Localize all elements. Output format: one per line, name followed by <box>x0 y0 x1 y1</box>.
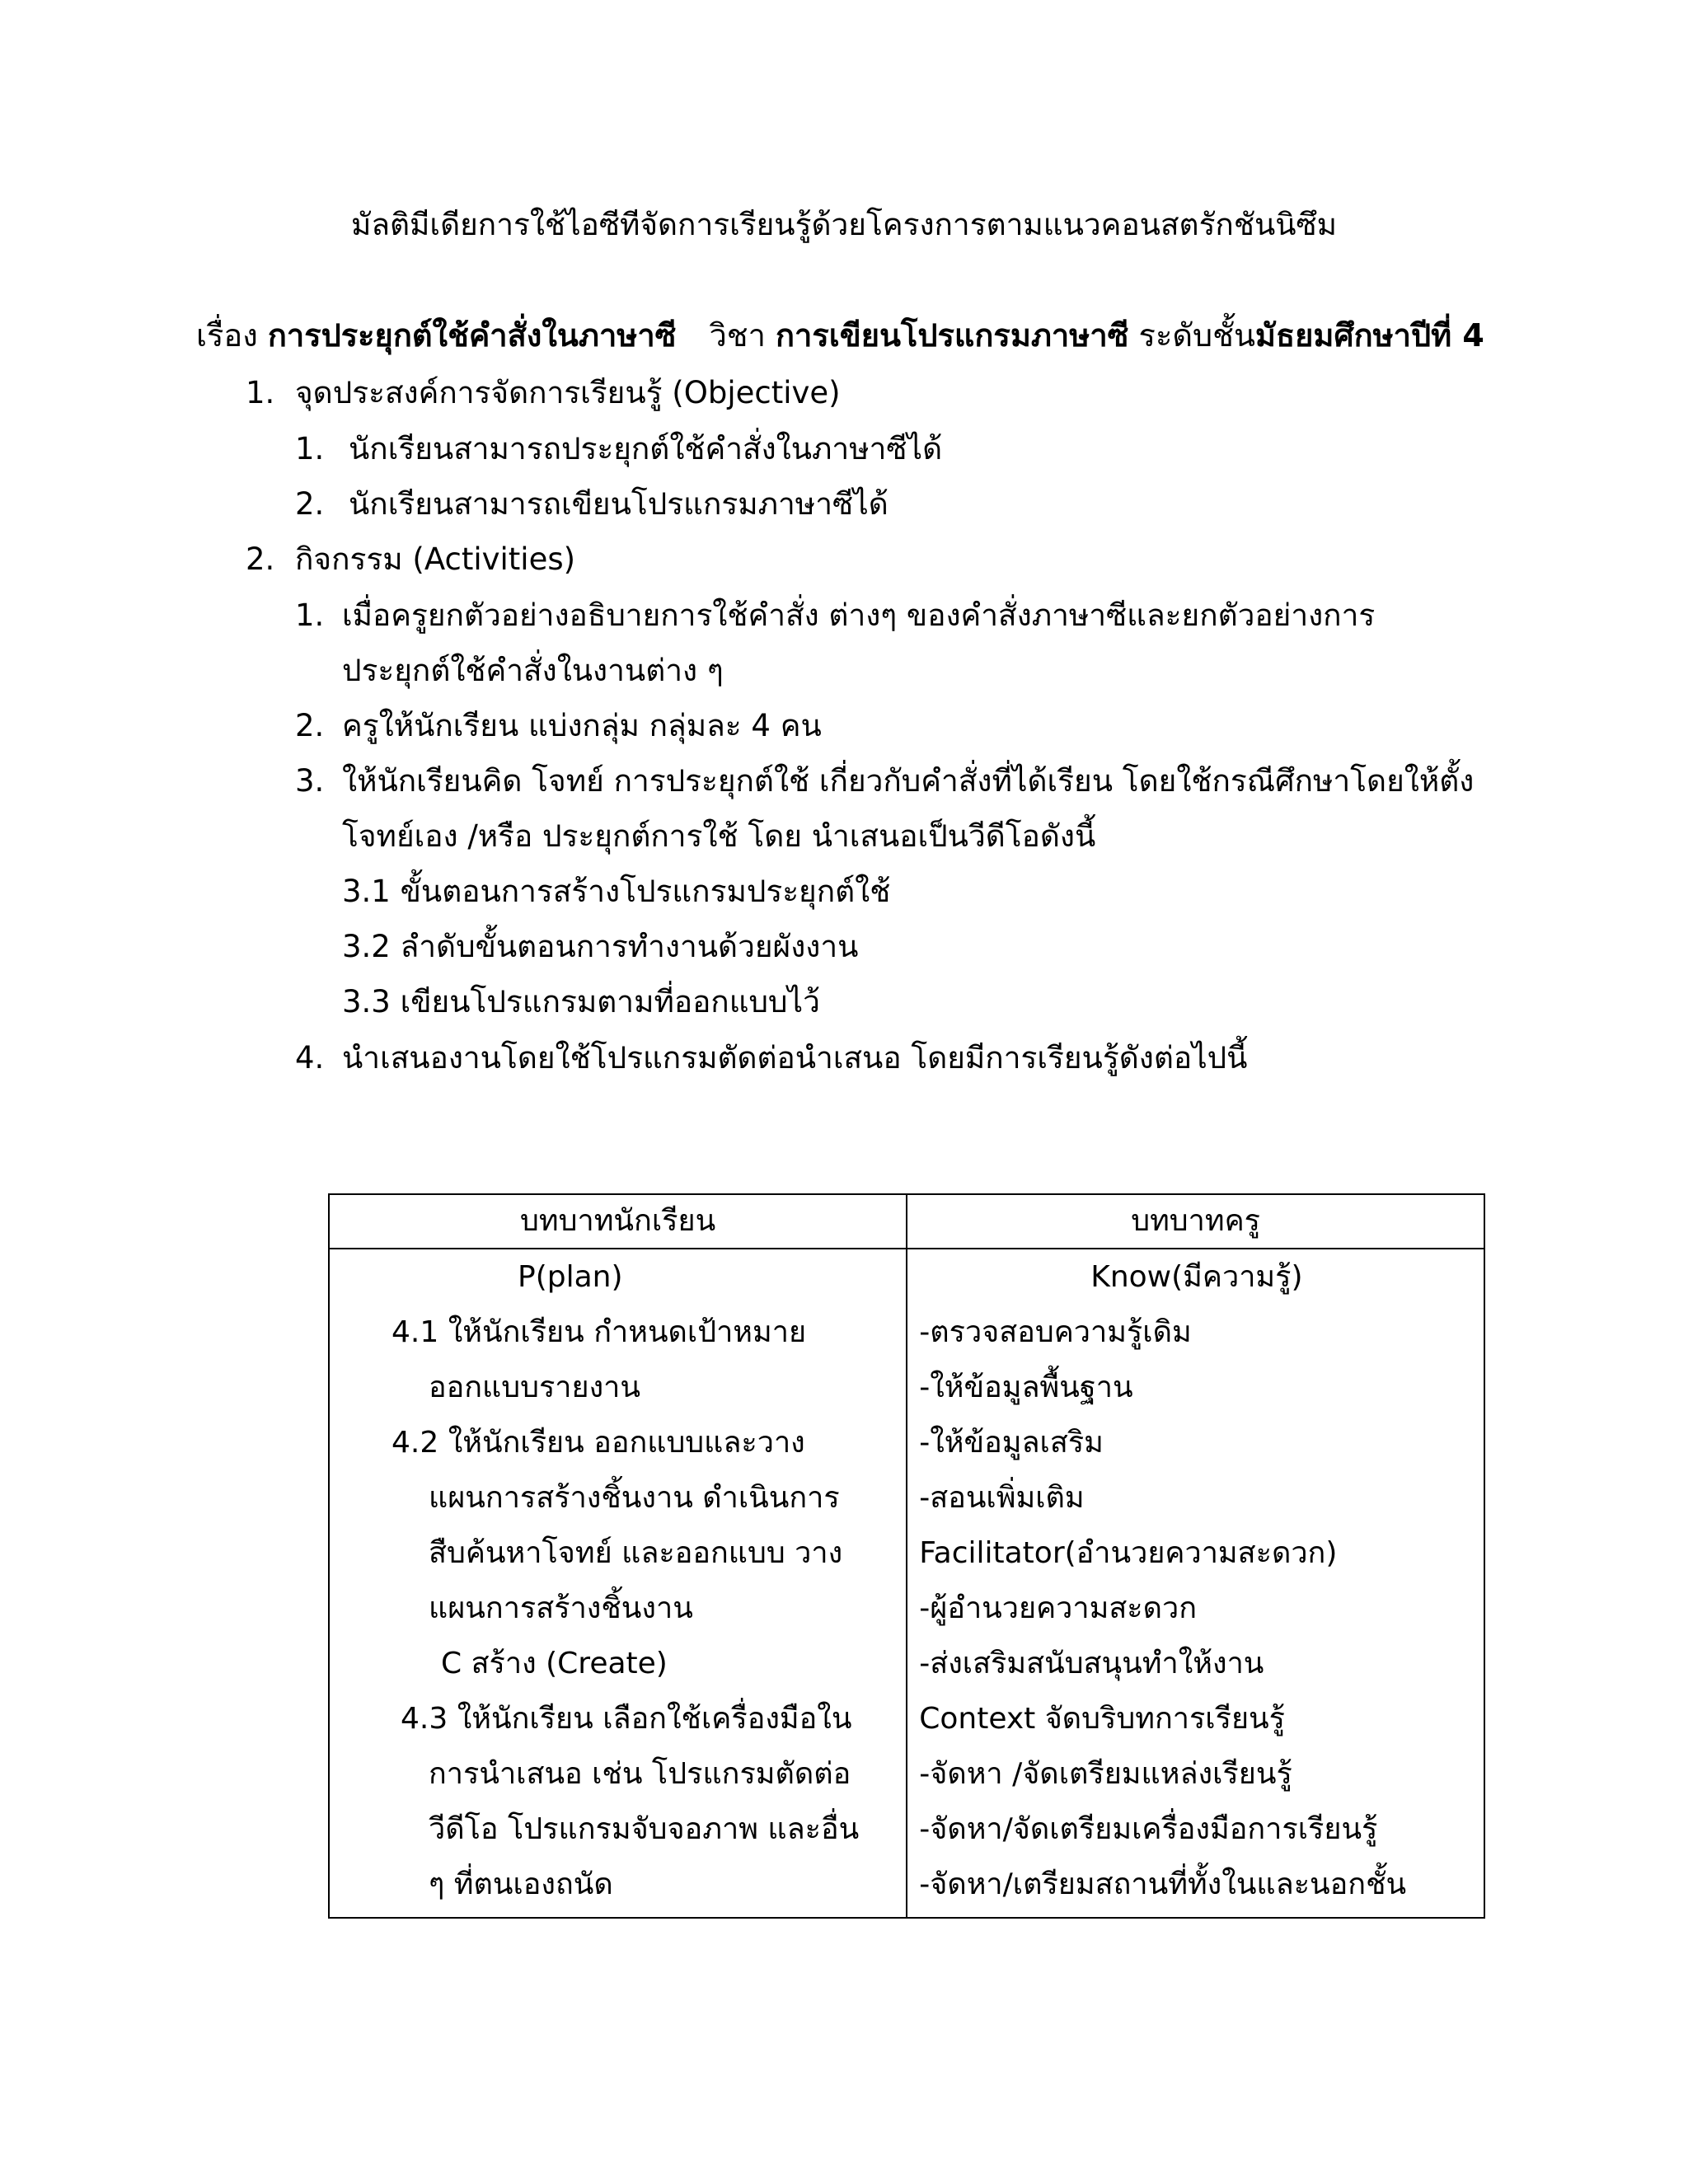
teacher-line: -ผู้อำนวยความสะดวก <box>919 1591 1198 1625</box>
student-line: แผนการสร้างชิ้นงาน <box>429 1591 693 1625</box>
student-line: P(plan) <box>518 1260 623 1294</box>
student-line: ๆ ที่ตนเองถนัด <box>429 1868 613 1901</box>
section-1-heading: จุดประสงค์การจัดการเรียนรู้ (Objective) <box>295 375 841 410</box>
activity-3-sub-3: 3.3 เขียนโปรแกรมตามที่ออกแบบไว้ <box>342 984 820 1019</box>
teacher-line: -ให้ข้อมูลพื้นฐาน <box>919 1371 1133 1404</box>
activity-4-line-1: นำเสนองานโดยใช้โปรแกรมตัดต่อนำเสนอ โดยมีการเรียนรู้ดังต่อไปนี้ <box>342 1040 1248 1076</box>
student-role-cell <box>329 1249 907 1918</box>
activity-3-number: 3. <box>295 763 325 799</box>
student-line: 4.3 ให้นักเรียน เลือกใช้เครื่องมือใน <box>401 1702 852 1736</box>
activity-3-line-1: ให้นักเรียนคิด โจทย์ การประยุกต์ใช้ เกี่ยวกับคำสั่งที่ได้เรียน โดยใช้กรณีศึกษาโดยให้ตั้ง <box>342 763 1475 799</box>
teacher-line: -จัดหา /จัดเตรียมแหล่งเรียนรู้ <box>919 1757 1292 1791</box>
activity-2-number: 2. <box>295 708 325 743</box>
subject-line <box>196 315 1484 356</box>
activity-4-number: 4. <box>295 1040 325 1076</box>
teacher-line: -จัดหา/จัดเตรียมเครื่องมือการเรียนรู้ <box>919 1812 1378 1846</box>
topic-prefix: เรื่อง <box>196 317 268 354</box>
objective-2-text: นักเรียนสามารถเขียนโปรแกรมภาษาซีได้ <box>349 486 889 522</box>
section-1-number: 1. <box>246 375 275 410</box>
teacher-line: Context จัดบริบทการเรียนรู้ <box>919 1702 1285 1736</box>
objective-2-number: 2. <box>295 486 325 522</box>
section-2-heading: กิจกรรม (Activities) <box>295 541 576 577</box>
teacher-role-header: บทบาทครู <box>907 1194 1484 1249</box>
student-line: การนำเสนอ เช่น โปรแกรมตัดต่อ <box>429 1757 851 1791</box>
teacher-line: -ตรวจสอบความรู้เดิม <box>919 1315 1192 1349</box>
teacher-role-cell <box>907 1249 1484 1918</box>
activity-1-line-2: ประยุกต์ใช้คำสั่งในงานต่าง ๆ <box>342 653 724 688</box>
topic-name: การประยุกต์ใช้คำสั่งในภาษาซี <box>267 317 677 354</box>
student-line: สืบค้นหาโจทย์ และออกแบบ วาง <box>429 1536 843 1570</box>
activity-3-line-2: โจทย์เอง /หรือ ประยุกต์การใช้ โดย นำเสนอเป็นวีดีโอดังนี้ <box>342 818 1096 854</box>
student-line: 4.2 ให้นักเรียน ออกแบบและวาง <box>392 1426 805 1460</box>
teacher-line: -สอนเพิ่มเติม <box>919 1481 1085 1515</box>
roles-table <box>328 1193 1485 1919</box>
activity-3-sub-1: 3.1 ขั้นตอนการสร้างโปรแกรมประยุกต์ใช้ <box>342 874 891 909</box>
section-2-number: 2. <box>246 541 275 577</box>
course-name: การเขียนโปรแกรมภาษาซี <box>776 317 1129 354</box>
table-row <box>329 1249 1484 1918</box>
teacher-line: Facilitator(อำนวยความสะดวก) <box>919 1536 1338 1570</box>
activity-1-line-1: เมื่อครูยกตัวอย่างอธิบายการใช้คำสั่ง ต่างๆ ของคำสั่งภาษาซีและยกตัวอย่างการ <box>342 598 1376 633</box>
activity-2-line-1: ครูให้นักเรียน แบ่งกลุ่ม กลุ่มละ 4 คน <box>342 708 822 743</box>
level-prefix: ระดับชั้น <box>1128 317 1255 354</box>
student-line: วีดีโอ โปรแกรมจับจอภาพ และอื่น <box>429 1812 860 1846</box>
teacher-line: -ให้ข้อมูลเสริม <box>919 1426 1104 1460</box>
student-line: ออกแบบรายงาน <box>429 1371 640 1404</box>
objective-1-number: 1. <box>295 431 325 466</box>
activity-1-number: 1. <box>295 598 325 633</box>
activity-3-sub-2: 3.2 ลำดับขั้นตอนการทำงานด้วยผังงาน <box>342 929 859 964</box>
teacher-line: Know(มีความรู้) <box>1090 1260 1303 1294</box>
student-role-header: บทบาทนักเรียน <box>329 1194 907 1249</box>
student-line: 4.1 ให้นักเรียน กำหนดเป้าหมาย <box>392 1315 807 1349</box>
student-line: C สร้าง (Create) <box>441 1647 668 1680</box>
document-title: มัลติมีเดียการใช้ไอซีทีจัดการเรียนรู้ด้วยโครงการตามแนวคอนสตรักชันนิซึม <box>350 207 1338 242</box>
teacher-line: -จัดหา/เตรียมสถานที่ทั้งในและนอกชั้น <box>919 1868 1407 1901</box>
level-name: มัธยมศึกษาปีที่ 4 <box>1254 317 1484 354</box>
teacher-line: -ส่งเสริมสนับสนุนทำให้งาน <box>919 1647 1264 1680</box>
table-header-row <box>329 1194 1484 1249</box>
objective-1-text: นักเรียนสามารถประยุกต์ใช้คำสั่งในภาษาซีได้ <box>349 431 943 466</box>
course-prefix: วิชา <box>709 317 776 354</box>
student-line: แผนการสร้างชิ้นงาน ดำเนินการ <box>429 1481 840 1515</box>
